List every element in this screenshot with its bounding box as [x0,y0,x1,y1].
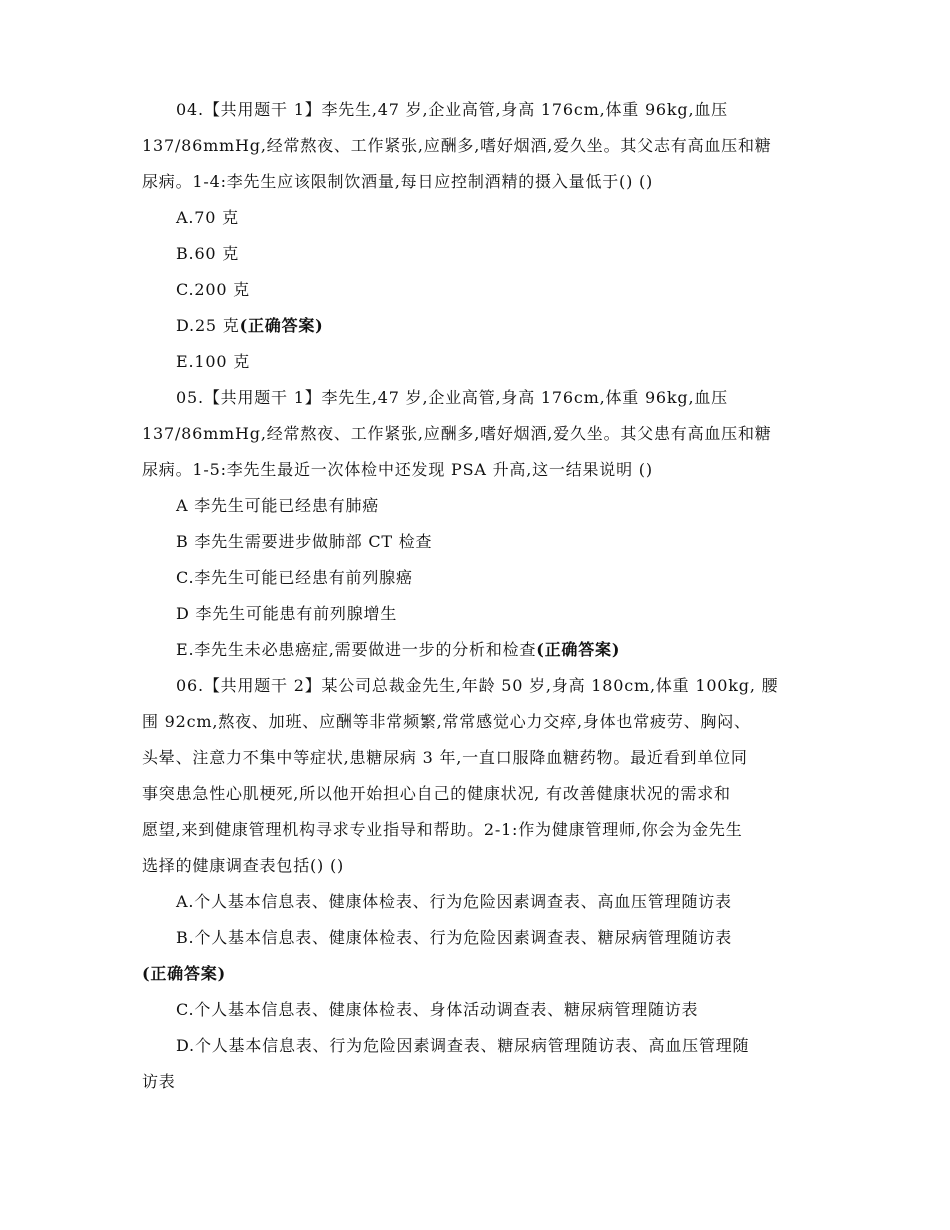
q06-option-c: C.个人基本信息表、健康体检表、身体活动调查表、糖尿病管理随访表 [176,1000,699,1019]
q06-option-d-line-1: D.个人基本信息表、行为危险因素调查表、糖尿病管理随访表、高血压管理随 [176,1036,750,1055]
q04-option-d [142,308,812,344]
q06-stem-line-5: 愿望,来到健康管理机构寻求专业指导和帮助。2-1:作为健康管理师,你会为金先生 [142,820,743,839]
q05-option-a: A 李先生可能已经患有肺癌 [176,496,380,515]
q06-stem-line-4: 事突患急性心肌梗死,所以他开始担心自己的健康状况, 有改善健康状况的需求和 [142,784,731,803]
q06-stem-line-3: 头晕、注意力不集中等症状,患糖尿病 3 年,一直口服降血糖药物。最近看到单位同 [142,748,748,767]
q06-option-d-line-2: 访表 [142,1072,176,1091]
q05-option-c: C.李先生可能已经患有前列腺癌 [176,568,413,587]
q06-option-b: B.个人基本信息表、健康体检表、行为危险因素调查表、糖尿病管理随访表 [176,928,733,947]
q04-stem-line-2: 137/86mmHg,经常熬夜、工作紧张,应酬多,嗜好烟酒,爱久坐。其父志有高血压和糖 [142,136,772,155]
q04-stem-line-1: 04.【共用题干 1】李先生,47 岁,企业高管,身高 176cm,体重 96kg,血压 [176,100,728,119]
q06-option-a: A.个人基本信息表、健康体检表、行为危险因素调查表、高血压管理随访表 [176,892,732,911]
q05-option-e-text: E.李先生未必患癌症,需要做进一步的分析和检查 [176,640,537,659]
q06-stem-line-1: 06.【共用题干 2】某公司总裁金先生,年龄 50 岁,身高 180cm,体重 100kg, 腰 [176,676,779,695]
q06-answer-mark: (正确答案) [142,964,226,983]
q04-stem-line-3: 尿病。1-4:李先生应该限制饮酒量,每日应控制酒精的摄入量低于() () [142,172,654,191]
q04-answer-mark: (正确答案) [239,316,324,335]
q06-stem-line-2: 围 92cm,熬夜、加班、应酬等非常频繁,常常感觉心力交瘁,身体也常疲劳、胸闷、 [142,712,751,731]
q05-option-d: D 李先生可能患有前列腺增生 [176,604,398,623]
q05-stem-line-1: 05.【共用题干 1】李先生,47 岁,企业高管,身高 176cm,体重 96kg,血压 [176,388,728,407]
q04-option-e: E.100 克 [176,352,250,371]
q04-option-b: B.60 克 [176,244,240,263]
q05-answer-mark: (正确答案) [536,640,621,659]
q04-option-d-text: D.25 克 [176,316,240,335]
q05-option-b: B 李先生需要进步做肺部 CT 检查 [176,532,433,551]
q06-stem-line-6: 选择的健康调查表包括() () [142,856,345,875]
q04-option-c: C.200 克 [176,280,250,299]
q05-stem-line-2: 137/86mmHg,经常熬夜、工作紧张,应酬多,嗜好烟酒,爱久坐。其父患有高血压和糖 [142,424,772,443]
q05-option-e [142,632,812,668]
q05-stem-line-3: 尿病。1-5:李先生最近一次体检中还发现 PSA 升高,这一结果说明 () [142,460,653,479]
q04-option-a: A.70 克 [176,208,239,227]
